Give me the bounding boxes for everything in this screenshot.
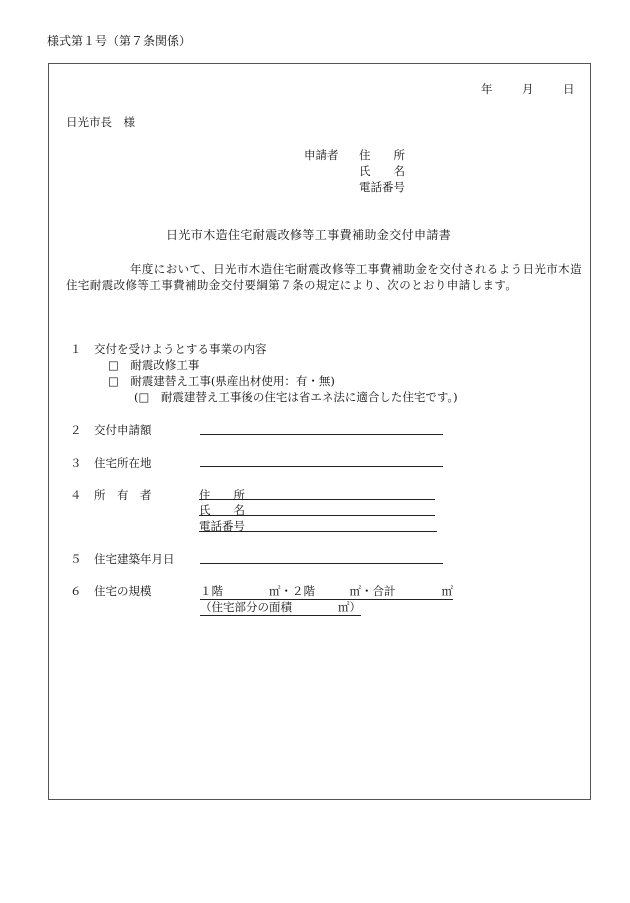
item4-name-label: 氏 名: [199, 503, 245, 517]
addressee: 日光市長 様: [66, 115, 135, 129]
item4-phone-line[interactable]: [199, 531, 437, 532]
item4-label: 所 有 者: [94, 488, 152, 502]
item5-input-line[interactable]: [200, 563, 443, 564]
date-month-label: 月: [522, 82, 534, 96]
applicant-address-label: 住 所: [359, 148, 405, 162]
body-paragraph: [66, 261, 588, 293]
item2-input-line[interactable]: [200, 434, 443, 435]
item6-number: ６: [70, 584, 82, 598]
item3-input-line[interactable]: [200, 466, 443, 467]
item3-number: ３: [70, 456, 82, 470]
item6-residential-area: [200, 600, 361, 614]
item6-residential-area-text: （住宅部分の面積 ㎡）: [200, 600, 361, 614]
date-day-label: 日: [563, 82, 575, 96]
applicant-phone-label: 電話番号: [359, 180, 405, 194]
form-number: 様式第１号（第７条関係）: [47, 34, 192, 48]
item6-floor-area: [200, 584, 453, 598]
item6-floor-area-text: １階 ㎡・２階 ㎡・合計 ㎡: [200, 584, 453, 598]
applicant-name-label: 氏 名: [359, 164, 405, 178]
item4-address-label: 住 所: [199, 488, 245, 502]
item2-number: ２: [70, 423, 82, 437]
document-title: 日光市木造住宅耐震改修等工事費補助金交付申請書: [166, 228, 452, 242]
item4-phone-label: 電話番号: [199, 519, 245, 533]
item5-label: 住宅建築年月日: [94, 552, 175, 566]
item1-option-seismic-retrofit: □ 耐震改修工事: [108, 358, 200, 372]
item1-option-seismic-rebuild: □ 耐震建替え工事(県産出材使用：有・無): [108, 374, 335, 388]
item1-label: 交付を受けようとする事業の内容: [94, 342, 267, 356]
item4-name-line[interactable]: [199, 515, 435, 516]
body-text: 年度において、日光市木造住宅耐震改修等工事費補助金を交付されるよう日光市木造住宅耐震改修等工事費補助金交付要綱第７条の規定により、次のとおり申請します。: [66, 262, 582, 292]
item1-option-energy-compliant: (□ 耐震建替え工事後の住宅は省エネ法に適合した住宅です。): [134, 390, 458, 404]
date-year-label: 年: [481, 82, 493, 96]
item5-number: ５: [70, 552, 82, 566]
item6-label: 住宅の規模: [94, 584, 152, 598]
item3-label: 住宅所在地: [94, 456, 152, 470]
applicant-label: 申請者: [304, 148, 339, 162]
item4-number: ４: [70, 488, 82, 502]
item1-number: １: [70, 342, 82, 356]
item4-address-line[interactable]: [199, 499, 435, 500]
item2-label: 交付申請額: [94, 423, 152, 437]
